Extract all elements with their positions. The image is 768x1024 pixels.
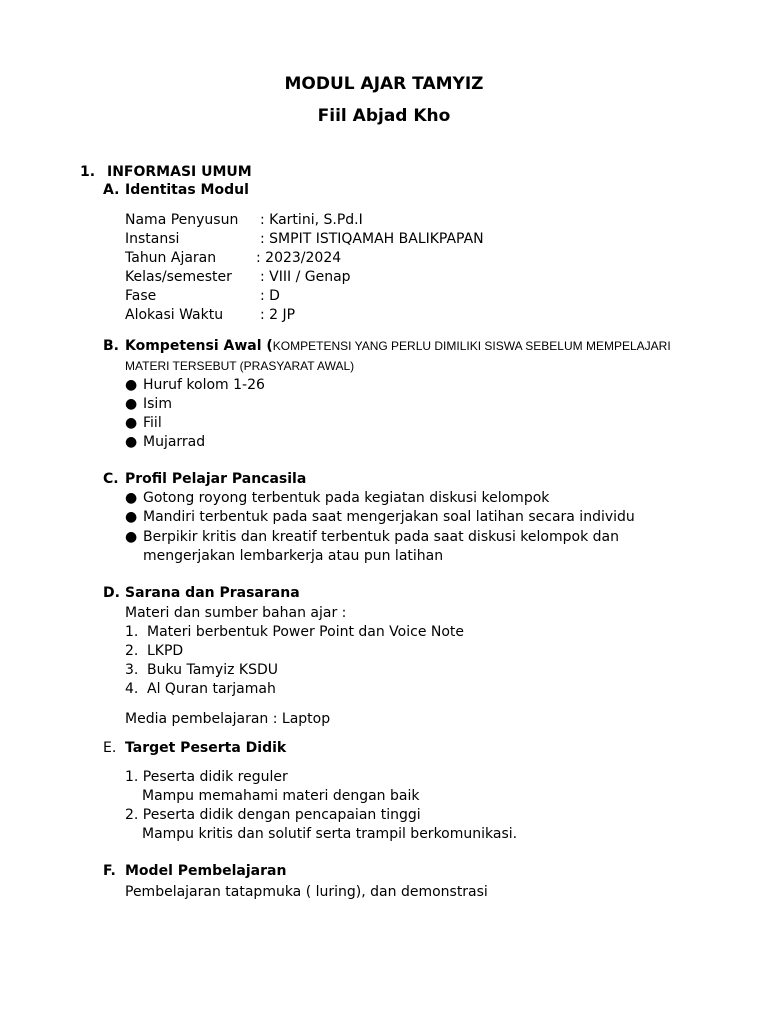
subsection-d-letter: D. xyxy=(103,585,120,601)
model-text: Pembelajaran tatapmuka ( luring), dan demonstrasi xyxy=(125,884,488,900)
document-subtitle: Fiil Abjad Kho xyxy=(317,106,451,126)
subsection-d-intro: Materi dan sumber bahan ajar : xyxy=(125,605,347,621)
section-heading: INFORMASI UMUM xyxy=(107,164,252,180)
section-number: 1. xyxy=(80,164,96,180)
subsection-b-letter: B. xyxy=(103,338,119,354)
numbered-item: 4. Al Quran tarjamah xyxy=(125,681,276,697)
identity-value: : Kartini, S.Pd.I xyxy=(260,212,363,228)
subsection-b-heading: Kompetensi Awal ( xyxy=(125,338,273,354)
list-item: ● Berpikir kritis dan kreatif terbentuk pada saat diskusi kelompok dan xyxy=(125,529,619,545)
target-line: 1. Peserta didik reguler xyxy=(125,769,288,785)
subsection-f-letter: F. xyxy=(103,863,116,879)
bullet-icon: ● xyxy=(125,377,138,393)
target-line: Mampu kritis dan solutif serta trampil berkomunikasi. xyxy=(142,826,518,842)
identity-value: : D xyxy=(260,288,280,304)
identity-value: : 2023/2024 xyxy=(256,250,342,266)
subsection-a-letter: A. xyxy=(103,182,120,198)
subsection-c-letter: C. xyxy=(103,471,119,487)
subsection-d-heading: Sarana dan Prasarana xyxy=(125,585,300,601)
bullet-icon: ● xyxy=(125,490,138,506)
target-line: Mampu memahami materi dengan baik xyxy=(142,788,420,804)
subsection-b-heading-line xyxy=(125,337,671,355)
list-item: ● Isim xyxy=(125,396,172,412)
identity-value: : VIII / Genap xyxy=(260,269,351,285)
list-item: ● Mujarrad xyxy=(125,434,206,450)
subsection-e-letter: E. xyxy=(103,740,117,756)
list-item-cont: mengerjakan lembarkerja atau pun latihan xyxy=(143,548,444,564)
subsection-e-heading: Target Peserta Didik xyxy=(125,740,287,756)
bullet-icon: ● xyxy=(125,509,138,525)
list-item: ● Gotong royong terbentuk pada kegiatan diskusi kelompok xyxy=(125,490,550,506)
subsection-c-heading: Profil Pelajar Pancasila xyxy=(125,471,307,487)
media-line: Media pembelajaran : Laptop xyxy=(125,711,331,727)
identity-value: : 2 JP xyxy=(260,307,296,323)
target-line: 2. Peserta didik dengan pencapaian tinggi xyxy=(125,807,421,823)
identity-label: Alokasi Waktu xyxy=(125,307,224,323)
identity-label: Nama Penyusun xyxy=(125,212,239,228)
numbered-item: 1. Materi berbentuk Power Point dan Voice Note xyxy=(125,624,465,640)
bullet-icon: ● xyxy=(125,396,138,412)
list-item: ● Mandiri terbentuk pada saat mengerjakan soal latihan secara individu xyxy=(125,509,635,525)
bullet-icon: ● xyxy=(125,415,138,431)
subsection-b-note: KOMPETENSI YANG PERLU DIMILIKI SISWA SEBELUM MEMPELAJARI xyxy=(272,339,671,353)
subsection-a-heading: Identitas Modul xyxy=(125,182,249,198)
numbered-item: 2. LKPD xyxy=(125,643,184,659)
bullet-icon: ● xyxy=(125,529,138,545)
identity-value: : SMPIT ISTIQAMAH BALIKPAPAN xyxy=(260,231,484,247)
identity-label: Tahun Ajaran xyxy=(125,250,217,266)
identity-label: Instansi xyxy=(125,231,180,247)
identity-label: Fase xyxy=(125,288,157,304)
subsection-f-heading: Model Pembelajaran xyxy=(125,863,287,879)
numbered-item: 3. Buku Tamyiz KSDU xyxy=(125,662,278,678)
document-title: MODUL AJAR TAMYIZ xyxy=(284,74,484,94)
subsection-b-note-cont: MATERI TERSEBUT (PRASYARAT AWAL) xyxy=(125,359,355,373)
bullet-icon: ● xyxy=(125,434,138,450)
list-item: ● Huruf kolom 1-26 xyxy=(125,377,265,393)
list-item: ● Fiil xyxy=(125,415,162,431)
identity-label: Kelas/semester xyxy=(125,269,232,285)
